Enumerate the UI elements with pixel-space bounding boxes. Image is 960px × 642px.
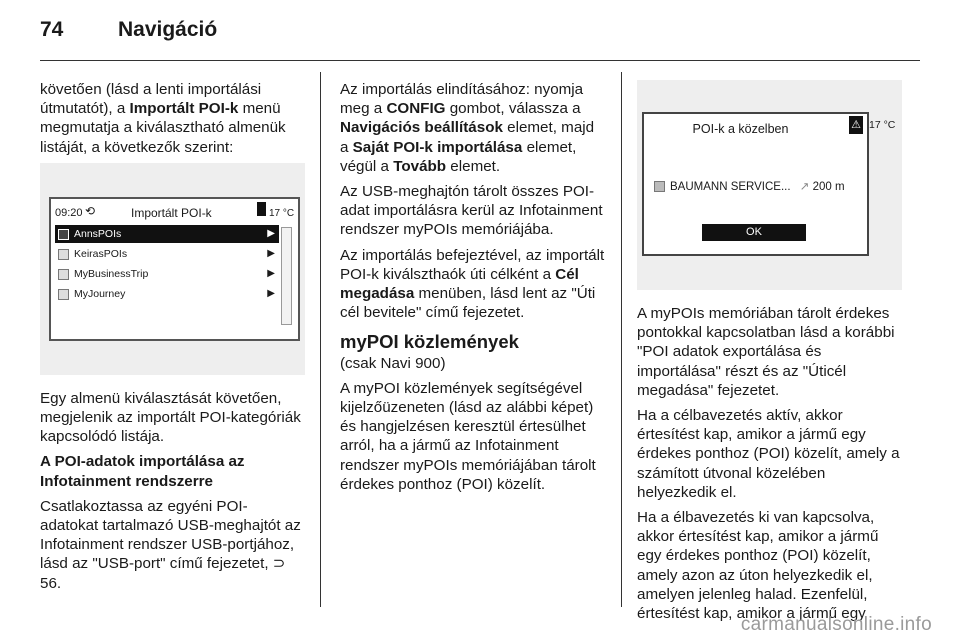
column-2 bbox=[340, 80, 605, 500]
intro-paragraph: követően (lásd a lenti importálási útmutatót), a Importált POI-k menü megmutatja a kiválasztható almenük listáját, a következők szerint: bbox=[40, 81, 286, 156]
watermark: carmanualsonline.info bbox=[740, 614, 932, 635]
scrollbar[interactable] bbox=[281, 227, 292, 325]
guidance-off-paragraph: Ha a élbavezetés ki van kapcsolva, akkor értesítést kap, amikor a jármű egy érdekes ponthoz (POI) közelít, amely azon az úton helyezkedik el, amelyen jelenleg halad. Ezenfelül, értesítést kap, amikor a jármű egy bbox=[637, 509, 879, 623]
header-rule bbox=[40, 60, 920, 61]
section-note: (csak Navi 900) bbox=[340, 354, 446, 372]
poi-distance: 200 m bbox=[812, 181, 845, 193]
folder-icon bbox=[58, 249, 69, 260]
poi-icon bbox=[654, 181, 665, 192]
usb-import-paragraph: Az USB-meghajtón tárolt összes POI-adat importálásra kerül az Infotainment rendszer myPOIs memóriájába. bbox=[340, 183, 603, 239]
temperature: 17 °C bbox=[269, 207, 295, 219]
chevron-right-icon: ▶ bbox=[267, 267, 275, 279]
body-paragraph: Csatlakoztassa az egyéni POI-adatokat tartalmazó USB-meghajtót az Infotainment rendszer USB-portjához, lásd az "USB-port" című fejezetet, ⊃ 56. bbox=[40, 497, 301, 592]
chevron-right-icon: ▶ bbox=[267, 227, 275, 239]
section-subheading: A POI-adatok importálása az Infotainment rendszerre bbox=[40, 453, 245, 490]
screen-status-bar bbox=[51, 199, 298, 221]
temperature: 17 °C bbox=[869, 119, 896, 131]
list-item[interactable]: KeirasPOIs ▶ bbox=[55, 245, 279, 263]
column-1 bbox=[40, 80, 305, 599]
chevron-right-icon: ▶ bbox=[267, 247, 275, 259]
folder-icon bbox=[58, 269, 69, 280]
mypoi-paragraph: A myPOI közlemények segítségével kijelzőüzeneten (lásd az alábbi képet) és hangjelzésen keresztül értesülhet arról, ha a jármű az Infotainment rendszer myPOIs memóriájában tárolt érdekes ponthoz (POI) közelít. bbox=[340, 379, 596, 493]
poi-list-item[interactable]: BAUMANN SERVICE... ↗ 200 m bbox=[654, 178, 845, 197]
nearby-poi-screenshot bbox=[637, 80, 902, 290]
imported-poi-screen bbox=[49, 197, 300, 341]
list-item[interactable]: AnnsPOIs ▶ bbox=[55, 225, 279, 243]
ok-button[interactable]: OK bbox=[702, 224, 806, 241]
column-3 bbox=[637, 80, 907, 629]
screen-title: Importált POI-k bbox=[131, 205, 212, 220]
import-finish-paragraph: Az importálás befejeztével, az importált POI-k kiválszthaók úti célként a Cél megadása menüben, lásd lent az "Úti cél bevitele" című fejezetet. bbox=[340, 246, 605, 322]
page-number: 74 bbox=[40, 18, 64, 41]
nearby-poi-screen bbox=[642, 112, 869, 256]
page-ref-icon: ⊃ bbox=[272, 555, 286, 573]
list-item[interactable]: MyBusinessTrip ▶ bbox=[55, 265, 279, 283]
mypoi-reference-paragraph: A myPOIs memóriában tárolt érdekes pontokkal kapcsolatban lásd a korábbi "POI adatok exportálása és importálása" részt és az "Úticél megadása" fejezetet. bbox=[637, 305, 895, 399]
column-divider-1 bbox=[320, 72, 321, 607]
guidance-active-paragraph: Ha a célbavezetés aktív, akkor értesítést kap, amikor a jármű egy érdekes ponthoz (POI) közelít, amely a számított útvonal közelében helyezkedik el. bbox=[637, 407, 900, 501]
page-title: Navigáció bbox=[118, 18, 218, 41]
screen-title: POI-k a közelben bbox=[692, 122, 789, 136]
import-start-paragraph: Az importálás elindításához: nyomja meg a CONFIG gombot, válassza a Navigációs beállítások elemet, majd a Saját POI-k importálása elemet, végül a Tovább elemet. bbox=[340, 81, 595, 175]
chevron-right-icon: ▶ bbox=[267, 287, 275, 299]
section-heading: myPOI közlemények bbox=[340, 331, 519, 353]
page-header bbox=[40, 18, 217, 42]
folder-icon bbox=[58, 289, 69, 300]
column-divider-2 bbox=[621, 72, 622, 607]
back-icon: ⟲ bbox=[85, 203, 96, 218]
signal-icon bbox=[257, 202, 266, 216]
direction-arrow-icon: ↗ bbox=[799, 181, 810, 193]
warning-icon: ⚠ bbox=[849, 116, 863, 134]
clock: 09:20 bbox=[55, 206, 83, 219]
imported-poi-screenshot bbox=[40, 163, 305, 375]
after-screen-paragraph: Egy almenü kiválasztását követően, megjelenik az importált POI-kategóriák kapcsolódó listája. bbox=[40, 389, 301, 446]
list-item[interactable]: MyJourney ▶ bbox=[55, 285, 279, 303]
folder-icon bbox=[58, 229, 69, 240]
